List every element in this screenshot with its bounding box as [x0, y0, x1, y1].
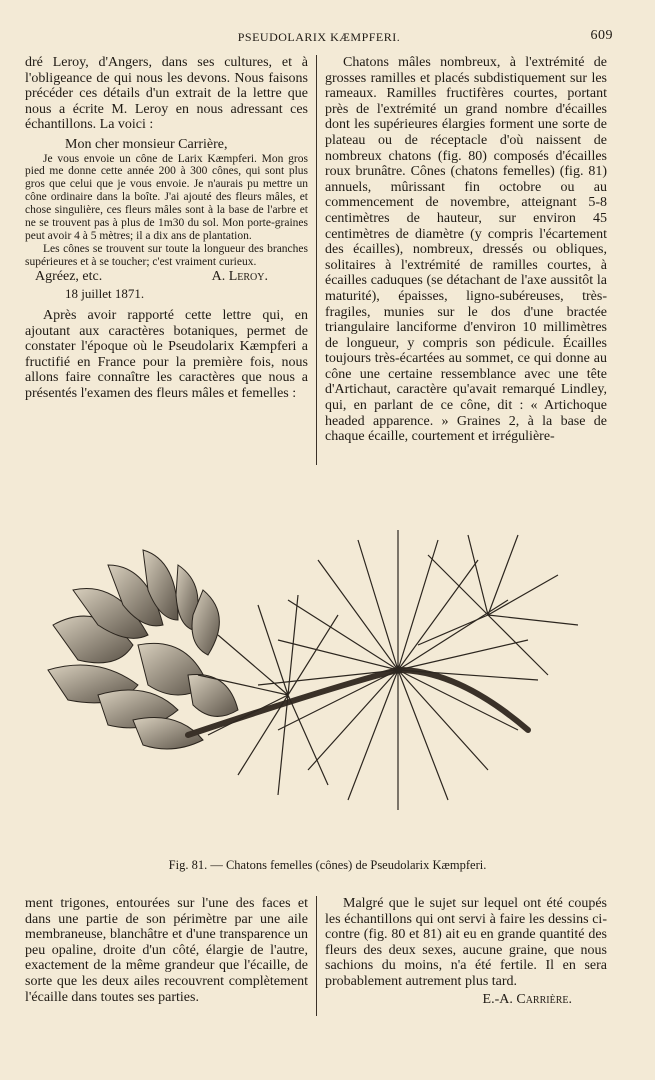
right-column-top [325, 55, 607, 445]
paragraph: Chatons mâles nombreux, à l'extrémité de grosses ramilles et placés subdistiquement sur les rameaux. Ramilles fructifères courtes, portant près de l'extrémité un grand nombre d'écailles dont les supérieures élargies forment une sorte de plateau ou de réceptacle d'où naissent de nombreux chatons (fig. 80) composés d'écailles roux brunâtre. Cônes (chatons femelles) (fig. 81) annuels, mûrissant fin octobre ou au commencement de novembre, atteignant 5-8 centimètres de hauteur, sur environ 45 centimètres de diamètre (y compris l'écartement des écailles), nombreux, dressés ou obliques, solitaires à l'extrémité de ramilles courtes, à écailles caduques (se détachant de l'axe aussitôt la maturité), épaisses, ligno-subéreuses, très-fragiles, munies sur le dos d'une bractée triangulaire lanciforme d'environ 10 millimètres de longueur, y compris son pédicule. Écailles toujours très-écartées au sommet, ce qui donne au cône une certaine ressemblance avec une tête d'Artichaut, caractère qu'avait remarqué Lindley, qui, en parlant de ce cône, dit : « Artichoque headed apparence. » Graines 2, à la base de chaque écaille, courtement et irrégulière- [325, 55, 607, 445]
paragraph: Après avoir rapporté cette lettre qui, en ajoutant aux caractères botaniques, permet de constater l'époque où le Pseudolarix Kæmpferi a fructifié en France pour la première fois, nous allons faire connaître les caractères que nous a présentés l'examen des fleurs mâles et femelles : [25, 307, 308, 401]
branch-drawing [188, 670, 528, 735]
figure-illustration [38, 495, 593, 850]
figure-caption: Fig. 81. — Chatons femelles (cônes) de Pseudolarix Kæmpferi. [168, 858, 487, 872]
paragraph: Malgré que le sujet sur lequel ont été coupés les échantillons qui ont servi à faire les dessins ci-contre (fig. 80 et 81) ait eu en grande quantité des fleurs des deux sexes, aucune graine, que nous sachions du moins, n'a été fertile. Il en sera probablement autrement plus tard. [325, 896, 607, 989]
right-column-bottom [325, 896, 607, 1007]
cone-drawing [48, 550, 238, 749]
author-signature: E.-A. Carrière. [482, 991, 572, 1007]
letter-date: 18 juillet 1871. [65, 286, 145, 302]
letter-signature: A. Leroy. [211, 268, 268, 284]
letter-closing-line [25, 269, 308, 285]
left-column-top [25, 55, 308, 401]
running-title: PSEUDOLARIX KÆMPFERI. [237, 30, 401, 44]
letter-closing: Agréez, etc. [35, 268, 103, 284]
column-rule [316, 896, 317, 1016]
letter-body: Je vous envoie un cône de Larix Kæmpferi. Mon gros pied me donne cette année 200 à 300 cônes, qui sont plus gros que celui que je vous envoie. Je n'aurais pu mettre un cône ordinaire dans la boîte. J'ai ajouté des fleurs mâles, et chose singulière, ces fleurs mâles sont à la base de l'arbre et ne se trouvent pas à plus de 1m30 du sol. Mon porte-graines peut avoir 4 à 5 mètres; il a dix ans de plantation. [25, 152, 308, 242]
letter-salutation: Mon cher monsieur Carrière, [65, 136, 228, 152]
page-number: 609 [590, 28, 613, 43]
paragraph: dré Leroy, d'Angers, dans ses cultures, et à l'obligeance de qui nous les devons. Nous faisons précéder ces détails d'un extrait de la lettre que nous a écrite M. Leroy en nous adressant ces échantillons. La voici : [25, 55, 308, 133]
running-header [25, 30, 613, 46]
column-rule [316, 55, 317, 465]
left-column-bottom [25, 896, 308, 1005]
paragraph: ment trigones, entourées sur l'une des faces et dans une partie de son périmètre par une aile membraneuse, blanchâtre et d'une transparence un peu opaline, droite d'un côté, élargie de l'autre, exactement de la même grandeur que l'écaille, de sorte que les deux ailes recouvrent complètement l'écaille dans toutes ses parties. [25, 896, 308, 1005]
letter-body: Les cônes se trouvent sur toute la longueur des branches supérieures et à se toucher; c'est vraiment curieux. [25, 242, 308, 268]
